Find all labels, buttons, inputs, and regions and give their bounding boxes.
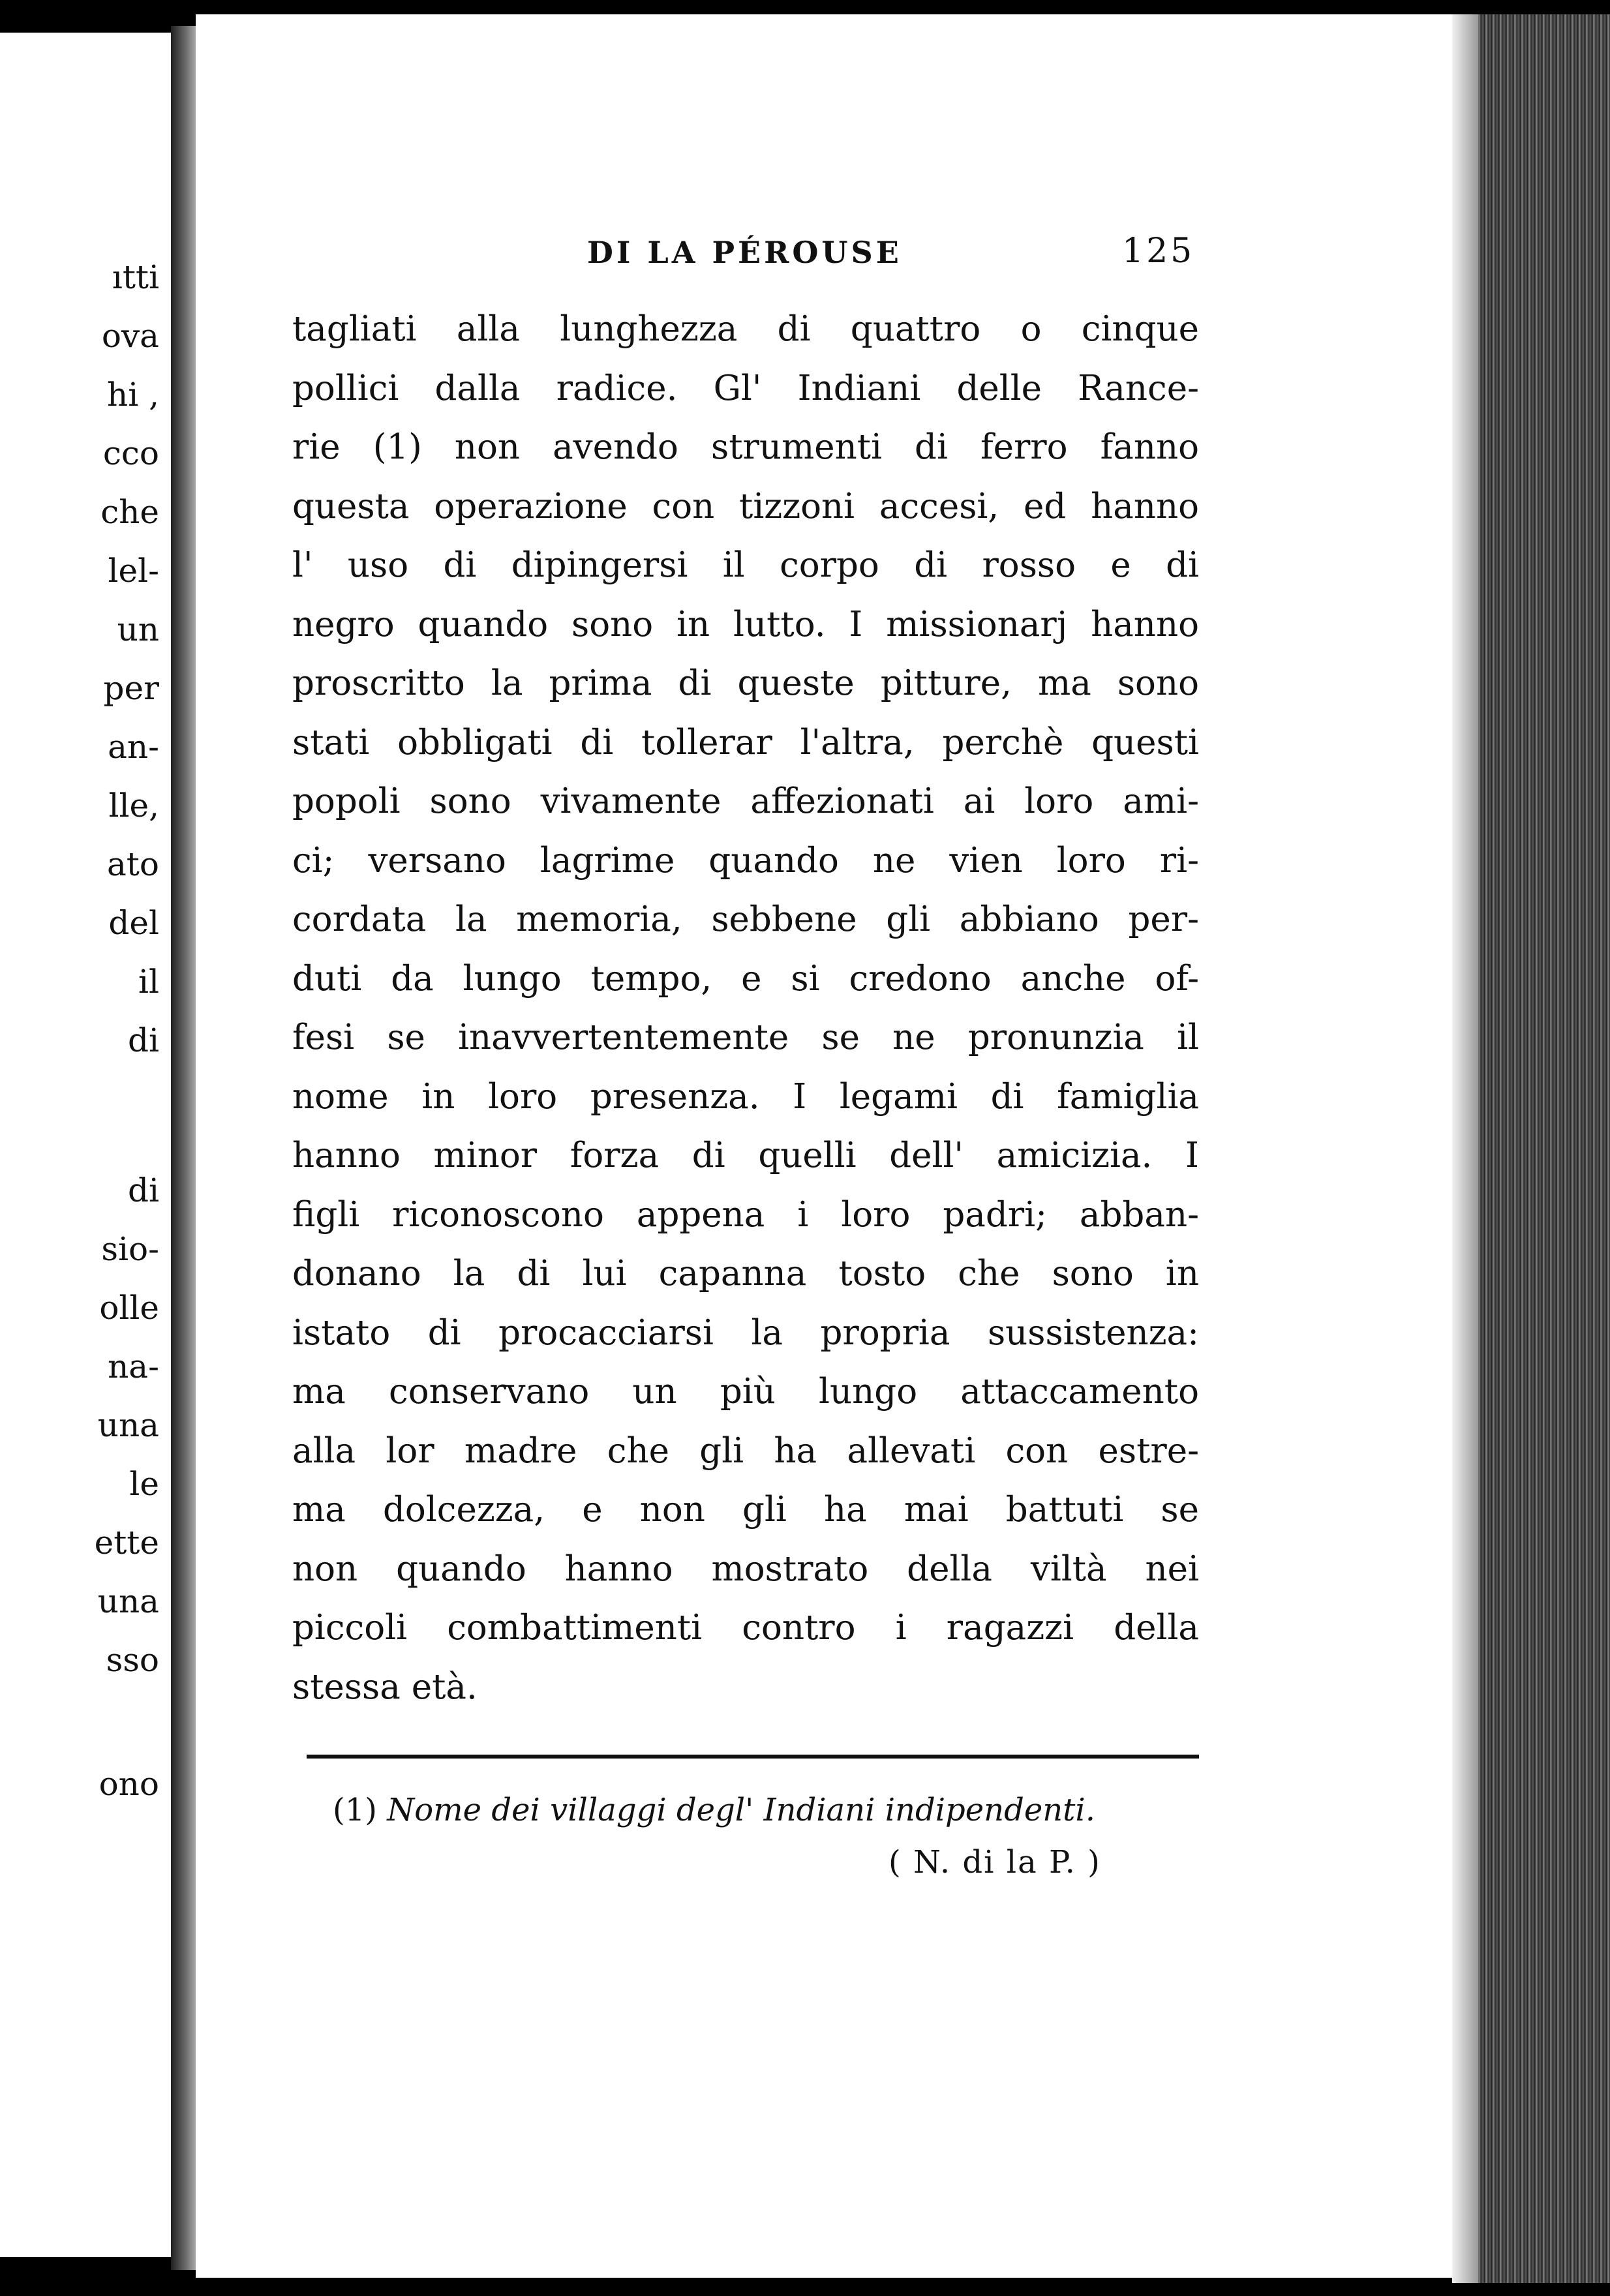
text-line: alla lor madre che gli ha allevati con estre-: [292, 1430, 1199, 1471]
facing-page-fragment: [0, 33, 171, 2257]
text-line: l' uso di dipingersi il corpo di rosso e di: [292, 545, 1199, 585]
page-edge-shadow: [1452, 14, 1478, 2283]
text-line: proscritto la prima di queste pitture, ma sono: [292, 663, 1199, 703]
footnote-credit: ( N. di la P. ): [889, 1844, 1101, 1881]
text-line: rie (1) non avendo strumenti di ferro fanno: [292, 427, 1199, 467]
facing-page-text: na-: [108, 1348, 159, 1385]
facing-page-text: un: [117, 611, 159, 648]
text-line: donano la di lui capanna tosto che sono in: [292, 1254, 1199, 1293]
facing-page-text: il: [138, 963, 159, 1001]
facing-page-text: ette: [94, 1524, 159, 1562]
text-line: tagliati alla lunghezza di quattro o cinque: [292, 309, 1199, 349]
facing-page-text: di: [128, 1021, 159, 1059]
facing-page-text: sso: [106, 1641, 159, 1679]
facing-page-text: lel-: [108, 552, 159, 590]
body-text: [292, 300, 1199, 1717]
facing-page-text: le: [129, 1465, 159, 1503]
footnote-text: Nome dei villaggi degl' Indiani indipendenti.: [387, 1792, 1096, 1828]
text-line: figli riconoscono appena i loro padri; abban-: [292, 1194, 1199, 1235]
text-line: cordata la memoria, sebbene gli abbiano per-: [292, 899, 1199, 939]
facing-page-text: ova: [101, 317, 159, 355]
text-line: fesi se inavvertentemente se ne pronunzia il: [292, 1018, 1199, 1057]
footnote: [333, 1787, 1095, 1833]
text-line: pollici dalla radice. Gl' Indiani delle Rance-: [292, 368, 1199, 408]
facing-page-text: del: [108, 904, 159, 942]
footnote-rule: [307, 1755, 1199, 1759]
facing-page-text: di: [128, 1171, 159, 1209]
text-line: piccoli combattimenti contro i ragazzi della: [292, 1608, 1199, 1648]
facing-page-text: hi ,: [107, 376, 159, 414]
facing-page-text: cco: [102, 434, 159, 472]
text-line: ma conservano un più lungo attaccamento: [292, 1372, 1199, 1412]
text-line: duti da lungo tempo, e si credono anche of-: [292, 958, 1199, 999]
facing-page-text: ato: [106, 845, 159, 883]
facing-page-text: lle,: [108, 787, 159, 824]
footnote-marker: (1): [333, 1792, 377, 1828]
facing-page-text: che: [100, 493, 159, 531]
text-line: ci; versano lagrime quando ne vien loro ri-: [292, 840, 1199, 881]
facing-page-text: per: [103, 669, 159, 707]
text-line: non quando hanno mostrato della viltà nei: [292, 1548, 1199, 1589]
facing-page-text: ono: [99, 1765, 159, 1803]
text-line: questa operazione con tizzoni accesi, ed hanno: [292, 486, 1199, 526]
facing-page-text: sio-: [101, 1230, 159, 1268]
text-line: stessa età.: [292, 1667, 478, 1707]
facing-page-text: una: [97, 1406, 159, 1444]
facing-page-text: una: [97, 1582, 159, 1620]
text-line: negro quando sono in lutto. I missionarj hanno: [292, 604, 1199, 644]
text-line: stati obbligati di tollerar l'altra, perchè questi: [292, 722, 1199, 763]
facing-page-text: ıtti: [112, 258, 159, 296]
text-line: istato di procacciarsi la propria sussistenza:: [292, 1312, 1199, 1353]
text-line: popoli sono vivamente affezionati ai loro ami-: [292, 781, 1199, 821]
facing-page-text: olle: [99, 1289, 159, 1327]
text-line: nome in loro presenza. I legami di famiglia: [292, 1076, 1199, 1117]
text-line: hanno minor forza di quelli dell' amicizia. I: [292, 1136, 1199, 1175]
running-head: DI LA PÉROUSE: [587, 235, 902, 270]
text-line: ma dolcezza, e non gli ha mai battuti se: [292, 1490, 1199, 1530]
page-number: 125: [1122, 232, 1195, 271]
facing-page-text: an-: [108, 728, 159, 766]
